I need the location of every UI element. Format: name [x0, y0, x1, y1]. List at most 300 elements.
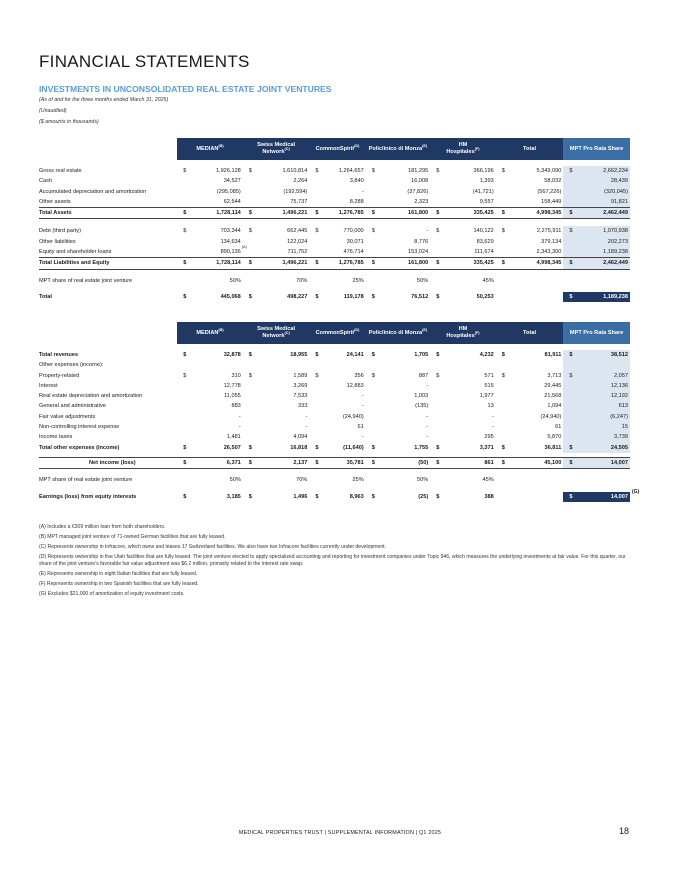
cell-value: 12,192 — [572, 391, 630, 401]
page-number: 18 — [619, 826, 630, 836]
table-row — [39, 187, 630, 197]
currency-symbol: $ — [371, 228, 375, 235]
currency-symbol — [309, 176, 317, 186]
row-label: Equity and shareholder loans — [39, 249, 112, 256]
cell-value: 30,071 — [346, 238, 364, 245]
currency-symbol — [496, 187, 504, 197]
table-row — [39, 276, 630, 286]
cell-value: 11,055 — [224, 393, 241, 400]
currency-symbol — [430, 237, 438, 247]
cell-value: 1,264,657 — [338, 168, 364, 174]
currency-symbol: $ — [563, 166, 571, 176]
cell-value: 1,926,128 — [215, 168, 241, 174]
row-label: Other liabilities — [39, 238, 76, 245]
cell-value: 5,349,090 — [536, 168, 562, 174]
currency-symbol: $ — [436, 444, 440, 451]
row-label: Cash — [39, 178, 53, 185]
cell-value: 883 — [231, 403, 241, 410]
table-row — [39, 226, 630, 236]
cell-value: 12,883 — [346, 382, 364, 389]
cell-value: 18,955 — [290, 352, 308, 358]
currency-symbol — [243, 197, 251, 208]
currency-symbol — [309, 475, 317, 485]
currency-symbol — [177, 401, 185, 411]
currency-symbol: $ — [248, 444, 252, 451]
cell-value: 498,227 — [287, 293, 308, 300]
currency-symbol — [366, 391, 374, 401]
col-median: $MEDIAN^{(B)}$ — [177, 138, 243, 160]
cell-value: 70% — [296, 477, 308, 484]
currency-symbol: $ — [371, 444, 375, 451]
currency-symbol: $ — [366, 208, 374, 219]
cell-value: 3,713 — [547, 372, 562, 379]
cell-value: 1,610,814 — [282, 168, 308, 174]
currency-symbol — [177, 381, 185, 391]
cell-value: 181,295 — [407, 168, 429, 174]
cell-value: (567,226) — [537, 188, 562, 195]
unaudited-note: (Unaudited) — [39, 108, 67, 114]
col-swiss: Swiss Medical Network$^{(C)}$ — [243, 322, 310, 344]
currency-symbol — [496, 381, 504, 391]
income-statement-table — [39, 322, 640, 502]
section-title: INVESTMENTS IN UNCONSOLIDATED REAL ESTATE JOINT VENTURES — [39, 84, 332, 94]
currency-symbol — [366, 432, 374, 442]
cell-value: 4,094 — [293, 434, 308, 441]
table-row — [39, 381, 630, 391]
cell-value: 1,393 — [479, 178, 494, 185]
cell-value: 134,634 — [220, 238, 241, 245]
cell-value: 25% — [352, 277, 364, 284]
cell-value: 4,998,345 — [504, 258, 563, 269]
cell-value: 1,496,221 — [251, 258, 309, 269]
currency-symbol — [430, 187, 438, 197]
table-row — [39, 391, 630, 401]
currency-symbol — [243, 176, 251, 186]
currency-symbol — [563, 197, 571, 208]
currency-symbol — [309, 247, 317, 258]
col-hm: HM Hospitales$^{(F)}$ — [430, 138, 496, 160]
currency-symbol — [496, 432, 504, 442]
cell-value: 61 — [555, 424, 562, 431]
cell-value: 119,178 — [343, 293, 364, 300]
cell-value: (192,594) — [283, 188, 308, 195]
col-mpt-share: MPT Pro Rata Share — [563, 322, 630, 344]
currency-symbol: $ — [183, 352, 187, 358]
currency-symbol: $ — [563, 371, 571, 381]
currency-symbol — [563, 422, 571, 432]
currency-symbol — [177, 237, 185, 247]
currency-symbol: $ — [436, 293, 440, 300]
cell-value: 1,189,238 — [572, 247, 630, 258]
cell-value: 158,449 — [541, 198, 562, 205]
cell-value: 1,496,221 — [251, 208, 309, 219]
cell-value: 356 — [354, 372, 364, 379]
cell-value: - — [426, 434, 429, 441]
cell-value: 24,505 — [572, 443, 630, 453]
cell-value: 6,371 — [185, 457, 242, 468]
currency-symbol: $ — [177, 258, 185, 269]
currency-symbol — [309, 422, 317, 432]
cell-value: - — [491, 413, 494, 420]
row-label: Property-related — [39, 372, 80, 379]
currency-symbol: $ — [436, 493, 440, 500]
currency-symbol — [243, 401, 251, 411]
footnote: (A) Includes a €309 million loan from both shareholders. — [39, 524, 166, 530]
table-row — [39, 412, 630, 422]
cell-value: 1,977 — [479, 393, 494, 400]
currency-symbol: $ — [309, 208, 317, 219]
currency-symbol — [430, 432, 438, 442]
cell-value: 161,800 — [374, 208, 430, 219]
cell-value: (50) — [374, 457, 430, 468]
currency-symbol: $ — [366, 258, 374, 269]
currency-symbol — [366, 381, 374, 391]
currency-symbol — [430, 401, 438, 411]
cell-value: 4,998,345 — [504, 208, 563, 219]
currency-symbol: $ — [248, 372, 252, 379]
cell-value: 75,737 — [290, 198, 308, 205]
currency-symbol — [243, 187, 251, 197]
row-label: Fair value adjustments — [39, 413, 96, 420]
footnotes — [39, 524, 639, 601]
balance-sheet-header — [39, 138, 630, 160]
cell-value: 2,264 — [293, 178, 308, 185]
cell-value: (295,085) — [216, 188, 241, 195]
currency-symbol — [496, 391, 504, 401]
cell-value: 50% — [417, 477, 429, 484]
income-statement-header — [39, 322, 630, 344]
cell-value: - — [361, 434, 364, 441]
currency-symbol — [243, 432, 251, 442]
cell-value: 202,273 — [572, 237, 630, 247]
cell-value: 9,557 — [479, 198, 494, 205]
cell-value: 2,275,911 — [536, 228, 562, 235]
cell-value: 571 — [484, 372, 494, 379]
table-row — [39, 258, 630, 269]
currency-symbol: $ — [315, 293, 319, 300]
cell-value: 3,739 — [572, 432, 630, 442]
currency-symbol: $ — [183, 293, 187, 300]
cell-value: (135) — [415, 403, 429, 410]
currency-symbol: $ — [248, 493, 252, 500]
cell-value: 310 — [231, 372, 241, 379]
table-row — [39, 237, 630, 247]
currency-symbol — [309, 432, 317, 442]
currency-symbol: $ — [243, 208, 251, 219]
cell-value: 13 — [487, 403, 494, 410]
currency-symbol — [496, 492, 504, 502]
currency-symbol — [366, 187, 374, 197]
cell-value: - — [426, 413, 429, 420]
col-mpt-share: MPT Pro Rata Share — [563, 138, 630, 160]
cell-value: (11,640) — [343, 444, 364, 451]
cell-value: 7,533 — [293, 393, 308, 400]
currency-symbol — [563, 475, 571, 485]
cell-value: 28,439 — [572, 176, 630, 186]
cell-value: 32,878 — [223, 352, 241, 358]
currency-symbol — [496, 237, 504, 247]
cell-value: 45% — [482, 477, 494, 484]
footnote: (F) Represents ownership in two Spanish facilities that are fully leased. — [39, 581, 199, 587]
row-label: Gross real estate — [39, 168, 82, 174]
cell-value: 1,276,785 — [318, 258, 366, 269]
currency-symbol — [366, 176, 374, 186]
units-note: ($ amounts in thousands) — [39, 119, 99, 125]
currency-symbol — [496, 412, 504, 422]
currency-symbol — [177, 432, 185, 442]
currency-symbol: $ — [563, 208, 571, 219]
cell-value: 1,728,114 — [185, 258, 242, 269]
cell-value: 2,057 — [572, 371, 630, 381]
currency-symbol — [309, 187, 317, 197]
currency-symbol: $ — [436, 352, 440, 358]
row-label: Non-controlling interest expense — [39, 424, 120, 431]
cell-value: 2,323 — [414, 198, 429, 205]
currency-symbol — [243, 381, 251, 391]
currency-symbol: $ — [371, 352, 375, 358]
currency-symbol — [177, 276, 185, 286]
cell-value: 2,462,449 — [572, 258, 630, 269]
cell-value — [572, 276, 630, 286]
cell-value: 335,425 — [438, 258, 495, 269]
cell-value: 29,445 — [544, 382, 562, 389]
cell-value: (6,247) — [572, 412, 630, 422]
currency-symbol: $ — [315, 228, 319, 235]
cell-value: (24,940) — [342, 413, 364, 420]
currency-symbol: $ — [315, 352, 319, 358]
table-row — [39, 443, 630, 453]
row-label: MPT share of real estate joint venture — [39, 477, 133, 484]
currency-symbol: $ — [430, 457, 438, 468]
currency-symbol — [430, 247, 438, 258]
cell-value: 3,185 — [226, 493, 241, 500]
currency-symbol: $ — [501, 168, 505, 174]
table-row — [39, 371, 630, 381]
currency-symbol — [563, 391, 571, 401]
currency-symbol: $ — [309, 457, 317, 468]
col-swiss: Swiss Medical Network$^{(C)}$ — [243, 138, 310, 160]
cell-value: 8,288 — [349, 198, 364, 205]
cell-value: 887 — [418, 372, 429, 379]
row-label: Total Assets — [39, 208, 177, 219]
currency-symbol: $ — [563, 457, 571, 468]
currency-symbol: $ — [563, 258, 571, 269]
cell-value: 5,870 — [547, 434, 562, 441]
currency-symbol: $ — [315, 372, 319, 379]
currency-symbol — [177, 475, 185, 485]
currency-symbol: $ — [248, 293, 252, 300]
cell-value: 515 — [484, 382, 494, 389]
cell-value: 50% — [229, 477, 241, 484]
currency-symbol — [309, 412, 317, 422]
currency-symbol — [366, 247, 374, 258]
col-policlinico: Policlinico di Monza$^{(E)}$ — [366, 322, 431, 344]
cell-value: 1,755 — [414, 444, 429, 451]
currency-symbol — [177, 187, 185, 197]
currency-symbol — [366, 197, 374, 208]
currency-symbol: $ — [177, 208, 185, 219]
cell-value: 14,007 (G) — [572, 492, 630, 502]
currency-symbol: $ — [309, 258, 317, 269]
currency-symbol: $ — [436, 228, 440, 235]
currency-symbol — [496, 276, 504, 286]
table-row — [39, 292, 630, 302]
currency-symbol: $ — [496, 258, 504, 269]
cell-value: (37,826) — [407, 188, 429, 195]
cell-value: 50,253 — [476, 293, 494, 300]
cell-value: - — [491, 424, 494, 431]
currency-symbol: $ — [371, 372, 375, 379]
currency-symbol: $ — [315, 168, 319, 174]
cell-value: 61 — [357, 424, 364, 431]
cell-value: 25% — [352, 477, 364, 484]
currency-symbol — [366, 276, 374, 286]
cell-value: 890,136 (A) — [220, 245, 247, 256]
currency-symbol: $ — [183, 372, 187, 379]
currency-symbol — [243, 422, 251, 432]
cell-value: 15 — [572, 422, 630, 432]
currency-symbol — [177, 176, 185, 186]
cell-value: 3,840 — [349, 178, 364, 185]
currency-symbol: $ — [248, 168, 252, 174]
table-row — [39, 350, 630, 360]
currency-symbol — [563, 432, 571, 442]
cell-value: 2,462,449 — [572, 208, 630, 219]
currency-symbol — [430, 176, 438, 186]
currency-symbol: $ — [501, 444, 505, 451]
cell-value: 2,343,300 — [536, 249, 562, 256]
cell-value: 1,094 — [547, 403, 562, 410]
currency-symbol — [177, 391, 185, 401]
cell-value: 613 — [572, 401, 630, 411]
cell-value: 4,232 — [479, 352, 494, 358]
col-policlinico: Policlinico di Monza$^{(E)}$ — [366, 138, 431, 160]
currency-symbol — [430, 197, 438, 208]
currency-symbol — [309, 391, 317, 401]
cell-value: 1,276,785 — [318, 208, 366, 219]
currency-symbol: $ — [371, 493, 375, 500]
currency-symbol — [243, 276, 251, 286]
cell-value: 16,008 — [411, 178, 429, 185]
currency-symbol — [366, 475, 374, 485]
cell-value: 58,032 — [544, 178, 562, 185]
cell-value: 45% — [482, 277, 494, 284]
table-row — [39, 457, 630, 468]
currency-symbol — [366, 237, 374, 247]
table-row — [39, 166, 630, 176]
cell-value: - — [426, 228, 429, 235]
currency-symbol: $ — [563, 226, 571, 236]
currency-symbol — [243, 391, 251, 401]
cell-value: 333 — [298, 403, 308, 410]
cell-value: 26,507 — [223, 444, 241, 451]
currency-symbol: $ — [501, 228, 505, 235]
table-row — [39, 208, 630, 219]
row-label: Earnings (loss) from equity interests — [39, 493, 137, 500]
currency-symbol — [309, 276, 317, 286]
currency-symbol — [309, 237, 317, 247]
footnote: (B) MPT managed joint venture of 71-owned German facilities that are fully leased. — [39, 534, 226, 540]
cell-value: 24,141 — [346, 352, 364, 358]
currency-symbol: $ — [563, 492, 571, 502]
footnote: (G) Excludes $21,000 of amortization of equity investment costs. — [39, 591, 185, 597]
currency-symbol — [563, 412, 571, 422]
cell-value: 2,137 — [251, 457, 309, 468]
cell-value: 14,007 — [572, 457, 630, 468]
currency-symbol — [430, 422, 438, 432]
cell-value: - — [361, 403, 364, 410]
row-label: Interest — [39, 382, 58, 389]
currency-symbol — [177, 412, 185, 422]
table-row — [39, 422, 630, 432]
period-note: (As of and for the three months ended March 31, 2025) — [39, 97, 169, 103]
currency-symbol — [563, 237, 571, 247]
cell-value: 861 — [438, 457, 495, 468]
row-label: Other assets — [39, 198, 71, 205]
cell-value: - — [361, 188, 364, 195]
currency-symbol: $ — [177, 457, 185, 468]
currency-symbol: $ — [248, 228, 252, 235]
cell-value — [504, 492, 563, 502]
currency-symbol — [430, 412, 438, 422]
currency-symbol — [366, 412, 374, 422]
cell-value: 38,512 — [572, 350, 630, 360]
currency-symbol — [366, 422, 374, 432]
currency-symbol: $ — [430, 208, 438, 219]
cell-value: - — [361, 393, 364, 400]
cell-value — [504, 276, 563, 286]
page-footer: MEDICAL PROPERTIES TRUST | SUPPLEMENTAL INFORMATION | Q1 2025 — [238, 830, 442, 836]
cell-value: 1,705 — [414, 352, 429, 358]
currency-symbol — [563, 401, 571, 411]
row-label: Other expenses (income): — [39, 362, 104, 369]
row-label: Total — [39, 293, 52, 300]
cell-value: 70% — [296, 277, 308, 284]
cell-value: 3,269 — [293, 382, 308, 389]
cell-value: 161,800 — [374, 258, 430, 269]
cell-value: 3,371 — [479, 444, 494, 451]
cell-value: 21,568 — [544, 393, 562, 400]
cell-value: - — [426, 424, 429, 431]
currency-symbol: $ — [563, 443, 571, 453]
currency-symbol: $ — [243, 258, 251, 269]
row-label: General and administrative — [39, 403, 106, 410]
row-label: Accumulated depreciation and amortization — [39, 188, 147, 195]
currency-symbol — [177, 247, 185, 258]
cell-value: 34,527 — [223, 178, 241, 185]
cell-value: - — [305, 424, 308, 431]
cell-value: 1,003 — [414, 393, 429, 400]
cell-value: 8,963 — [349, 493, 364, 500]
currency-symbol: $ — [243, 457, 251, 468]
row-label: Total other expenses (income) — [39, 444, 120, 451]
cell-value: 111,674 — [474, 249, 494, 256]
currency-symbol: $ — [248, 352, 252, 358]
table-row — [39, 176, 630, 186]
currency-symbol — [496, 197, 504, 208]
currency-symbol — [430, 381, 438, 391]
currency-symbol: $ — [496, 208, 504, 219]
currency-symbol: $ — [371, 168, 375, 174]
cell-value: - — [426, 382, 429, 389]
currency-symbol: $ — [430, 258, 438, 269]
cell-value: 1,481 — [226, 434, 241, 441]
cell-value: - — [305, 413, 308, 420]
cell-value: 16,818 — [290, 444, 308, 451]
currency-symbol: $ — [436, 372, 440, 379]
balance-sheet-table — [39, 138, 630, 302]
page-title: FINANCIAL STATEMENTS — [39, 52, 250, 71]
